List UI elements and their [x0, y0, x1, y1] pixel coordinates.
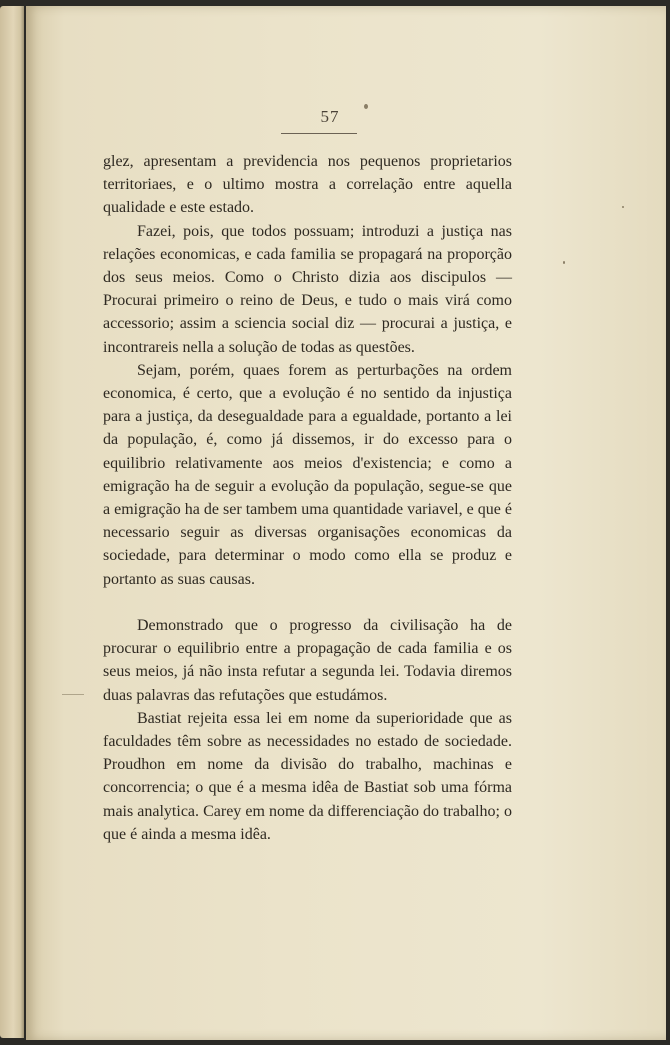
paragraph: Fazei, pois, que todos possuam; introduzi a justiça nas relações economicas, e cada familia se propagará na proporção dos seus meios. Como o Christo dizia aos discipulos — Procurai primeiro o reino de Deus, e tudo o mais virá como accessorio; assim a sciencia social diz — procurai a justiça, e incontrareis nella a solução de todas as questões.: [103, 222, 512, 356]
paragraph: Sejam, porém, quaes forem as perturbações na ordem economica, é certo, que a evolução é no sentido da injustiça para a justiça, da desegualdade para a egualdade, portanto a lei da população, é, como já dissemos, ir do excesso para o equilibrio relativamente aos meios d'existencia; e como a emigração ha de seguir a evolução da população, segue-se que a emigração ha de ser tambem uma quantidade variavel, e que é necessario seguir as diversas organisações economicas da sociedade, para determinar o modo como ella se produz e portanto as suas causas.: [103, 361, 512, 588]
text-block-lower: [103, 614, 512, 846]
paragraph: Bastiat rejeita essa lei em nome da superioridade que as faculdades têm sobre as necessidades no estado de sociedade. Proudhon em nome da divisão do trabalho, machinas e concorrencia; o que é a mesma idêa de Bastiat sob uma fórma mais analytica. Carey em nome da differenciação do trabalho; o que é ainda a mesma idêa.: [103, 709, 512, 843]
book-page: [26, 6, 666, 1040]
page-number: 57: [320, 107, 340, 126]
paper-speck: [364, 104, 368, 109]
page-number-rule: [281, 133, 357, 134]
paragraph: glez, apresentam a previdencia nos pequenos proprietarios territoriaes, e o ultimo mostra a correlação entre aquella qualidade e este estado.: [103, 153, 512, 217]
facing-page-edge: [0, 6, 24, 1038]
text-block-upper: [103, 150, 512, 591]
paper-speck: [62, 694, 84, 695]
paragraph: Demonstrado que o progresso da civilisação ha de procurar o equilibrio entre a propagação de cada familia e os seus meios, já não insta refutar a segunda lei. Todavia diremos duas palavras das refutações que estudámos.: [103, 617, 512, 704]
paper-speck: [563, 261, 565, 264]
paper-speck: [622, 206, 624, 208]
